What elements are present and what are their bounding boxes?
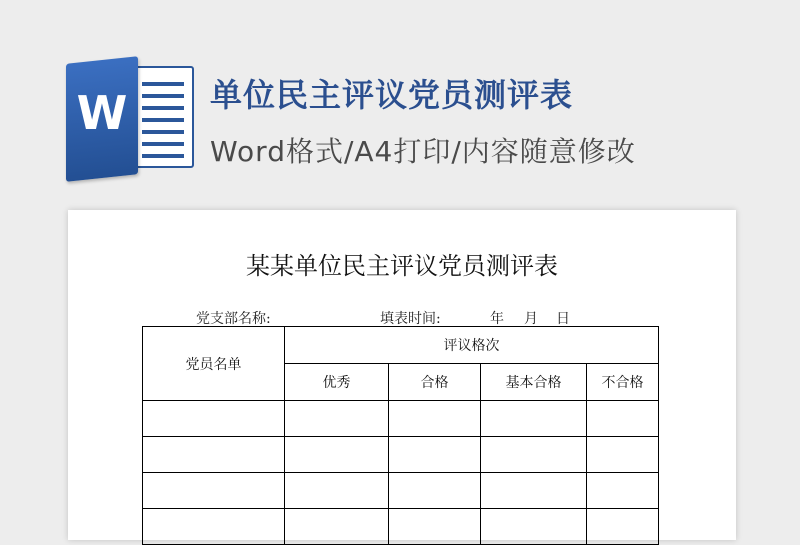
table-row (143, 437, 659, 473)
table-cell[interactable] (481, 509, 587, 545)
table-cell[interactable] (389, 473, 481, 509)
table-cell[interactable] (587, 401, 659, 437)
table-row (143, 473, 659, 509)
document-page (68, 210, 736, 540)
table-cell[interactable] (143, 473, 285, 509)
member-name-header: 党员名单 (143, 327, 285, 401)
evaluation-grade-header: 评议格次 (285, 327, 659, 364)
table-cell[interactable] (143, 401, 285, 437)
table-cell[interactable] (285, 473, 389, 509)
table-cell[interactable] (587, 509, 659, 545)
table-cell[interactable] (481, 401, 587, 437)
table-row (143, 509, 659, 545)
grade-unqualified-header: 不合格 (587, 364, 659, 401)
table-cell[interactable] (481, 437, 587, 473)
table-cell[interactable] (389, 437, 481, 473)
date-year-label: 年 (490, 311, 504, 327)
date-month-label: 月 (524, 311, 538, 327)
table-cell[interactable] (143, 437, 285, 473)
document-title: 某某单位民主评议党员测评表 (246, 252, 558, 280)
banner (0, 0, 800, 200)
table-cell[interactable] (587, 437, 659, 473)
date-day-label: 日 (556, 311, 570, 327)
banner-title: 单位民主评议党员测评表 (210, 76, 574, 114)
word-logo-letter: W (76, 86, 128, 140)
table-cell[interactable] (285, 437, 389, 473)
grade-qualified-header: 合格 (389, 364, 481, 401)
fill-date-label: 填表时间: (380, 311, 441, 327)
grade-basic-qualified-header: 基本合格 (481, 364, 587, 401)
evaluation-table (142, 326, 659, 545)
branch-name-label: 党支部名称: (196, 311, 271, 327)
table-cell[interactable] (285, 509, 389, 545)
table-cell[interactable] (481, 473, 587, 509)
banner-subtitle: Word格式/A4打印/内容随意修改 (210, 135, 636, 168)
table-cell[interactable] (389, 509, 481, 545)
table-row (143, 401, 659, 437)
grade-excellent-header: 优秀 (285, 364, 389, 401)
table-cell[interactable] (285, 401, 389, 437)
table-cell[interactable] (587, 473, 659, 509)
table-cell[interactable] (389, 401, 481, 437)
table-cell[interactable] (143, 509, 285, 545)
